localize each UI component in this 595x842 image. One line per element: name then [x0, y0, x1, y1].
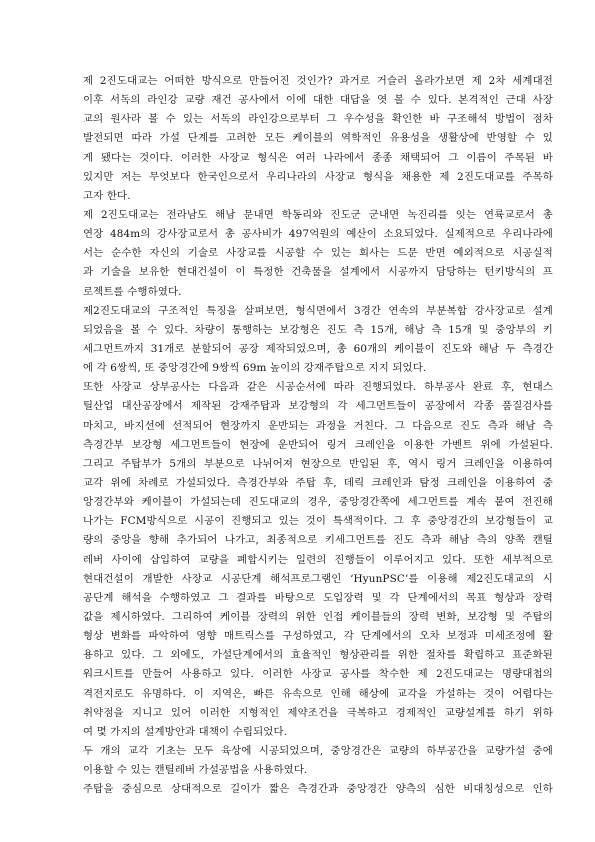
- paragraph: [83, 302, 553, 379]
- text-line: 레버 사이에 삽입하여 교량을 폐합시키는 일련의 진행들이 이루어지고 있다. 또한 세부적으로: [83, 553, 553, 566]
- text-line: 교각 위에 차례로 가설되었다. 측경간부와 주탑 후, 데릭 크레인과 탐정 크레인을 이용하여 중: [83, 476, 553, 489]
- text-line: 제2진도대교의 구조적인 특징을 살펴보면, 형식면에서 3경간 연속의 부분복합 강사장교로 설계: [83, 304, 553, 317]
- text-line: 워크시트를 만들어 사용하고 있다. 이러한 사장교 공사를 착수한 제 2진도대교는 명량대첩의: [83, 668, 553, 681]
- text-line: 주탑을 중심으로 상대적으로 길이가 짧은 측경간과 중앙경간 양측의 심한 비대칭성으로 인하: [83, 783, 553, 796]
- paragraph: [83, 742, 553, 780]
- text-line: 현대건설이 개발한 사장교 시공단계 해석프로그램인 ‘HyunPSC’를 이용해 제2진도대교의 시: [83, 572, 553, 585]
- text-line: 용하고 있다. 그 외에도, 가설단계에서의 효율적인 형상관리를 위한 절차를 확립하고 표준화된: [83, 649, 553, 662]
- text-line: 두 개의 교각 기초는 모두 육상에 시공되었으며, 중앙경간은 교량의 하부공간을 교량가설 중에: [83, 744, 553, 757]
- text-line: 연장 484m의 강사장교로서 총 공사비가 497억원의 예산이 소요되었다. 실제적으로 우리나라에: [83, 228, 553, 241]
- text-line: 마치고, 바지선에 선적되어 현장까지 운반되는 과정을 거친다. 그 다음으로 진도 측과 해남 측: [83, 419, 553, 432]
- text-line: 나가는 FCM방식으로 시공이 진행되고 있는 것이 특색적이다. 그 후 중앙경간의 보강형들이 교: [83, 515, 553, 528]
- text-line: 제 2진도대교는 전라남도 해남 문내면 학동리와 진도군 군내면 녹진리를 잇는 연륙교로서 총: [83, 208, 553, 221]
- text-line: 로젝트를 수행하였다.: [83, 285, 182, 298]
- text-line: 발전되면 따라 가설 단계를 고려한 모든 케이블의 역학적인 유용성을 생활상에 반영할 수 있: [83, 132, 553, 145]
- text-line: 그리고 주탑부가 5개의 부분으로 나뉘어져 현장으로 반입된 후, 역시 링거 크레인을 이용하여: [83, 457, 553, 470]
- text-line: 서는 순수한 자신의 기술로 사장교를 시공할 수 있는 회사는 드문 반면 예외적으로 시공실적: [83, 247, 553, 260]
- paragraph: [83, 378, 553, 742]
- body-text: [83, 72, 553, 799]
- text-line: 형상 변화를 파악하여 영향 매트릭스를 구성하였고, 각 단계에서의 오차 보정과 미세조정에 활: [83, 630, 553, 643]
- text-line: 고자 한다.: [83, 189, 131, 202]
- text-line: 값을 제시하였다. 그리하여 케이블 장력의 위한 인접 케이블들의 장력 변화, 보강형 및 주탑의: [83, 610, 553, 623]
- text-line: 되었음을 볼 수 있다. 차량이 통행하는 보강형은 진도 측 15개, 해남 측 15개 및 중앙부의 키: [83, 323, 553, 336]
- paragraph: [83, 780, 553, 799]
- text-line: 측경간부 보강형 세그먼트들이 현장에 운반되어 링거 크레인을 이용한 가벤트 위에 가설된다.: [83, 438, 553, 451]
- text-line: 있지만 저는 무엇보다 한국인으로서 우리나라의 사장교 형식을 채용한 제 2진도대교를 주목하: [83, 170, 553, 183]
- text-line: 게 됐다는 것이다. 이러한 사장교 형식은 여러 나라에서 종종 채택되어 그 이름이 주목된 바: [83, 151, 553, 164]
- text-line: 틸산업 대산공장에서 제작된 강재주탑과 보강형의 각 세그먼트들이 공장에서 각종 품질검사를: [83, 400, 553, 413]
- text-line: 취약점을 지니고 있어 이러한 지형적인 제약조건을 극복하고 경제적인 교량설계를 하기 위하: [83, 706, 553, 719]
- text-line: 격전지로도 유명하다. 이 지역은, 빠른 유속으로 인해 해상에 교각을 가설하는 것이 어렵다는: [83, 687, 553, 700]
- text-line: 여 몇 가지의 설계방안과 대책이 수립되었다.: [83, 725, 288, 738]
- paragraph: [83, 206, 553, 302]
- text-line: 또한 사장교 상부공사는 다음과 같은 시공순서에 따라 진행되었다. 하부공사 완료 후, 현대스: [83, 381, 553, 394]
- text-line: 교의 원사라 볼 수 있는 서독의 라인강으로부터 그 우수성을 확인한 바 구조해석 방법이 점차: [83, 113, 553, 126]
- text-line: 세그먼트까지 31개로 분할되어 공장 제작되었으며, 총 60개의 케이블이 진도와 해남 두 측경간: [83, 342, 553, 355]
- text-line: 이후 서독의 라인강 교량 재건 공사에서 이에 대한 대답을 엿 볼 수 있다. 본격적인 근대 사장: [83, 94, 553, 107]
- text-line: 앙경간부와 케이블이 가설되는데 진도대교의 경우, 중앙경간쪽에 세그먼트를 계속 붙여 전진해: [83, 496, 553, 509]
- paragraph: [83, 72, 553, 206]
- text-line: 량의 중앙을 향해 추가되어 나가고, 최종적으로 키세그먼트를 진도 측과 해남 측의 양쪽 캔틸: [83, 534, 553, 547]
- text-line: 공단계 해석을 수행하였고 그 결과를 바탕으로 도입장력 및 각 단계에서의 목표 형상과 장력: [83, 591, 553, 604]
- text-line: 에 각 6쌍씩, 또 중앙경간에 9쌍씩 69m 높이의 강재주탑으로 지지 되었다.: [83, 362, 427, 375]
- text-line: 이용할 수 있는 캔틸레버 가설공법을 사용하였다.: [83, 764, 308, 777]
- text-line: 제 2진도대교는 어떠한 방식으로 만들어진 것인가? 과거로 거슬러 올라가보면 제 2차 세계대전: [83, 75, 553, 87]
- text-line: 과 기술을 보유한 현대건설이 이 특정한 건축물을 설계에서 시공까지 담당하는 턴키방식의 프: [83, 266, 553, 279]
